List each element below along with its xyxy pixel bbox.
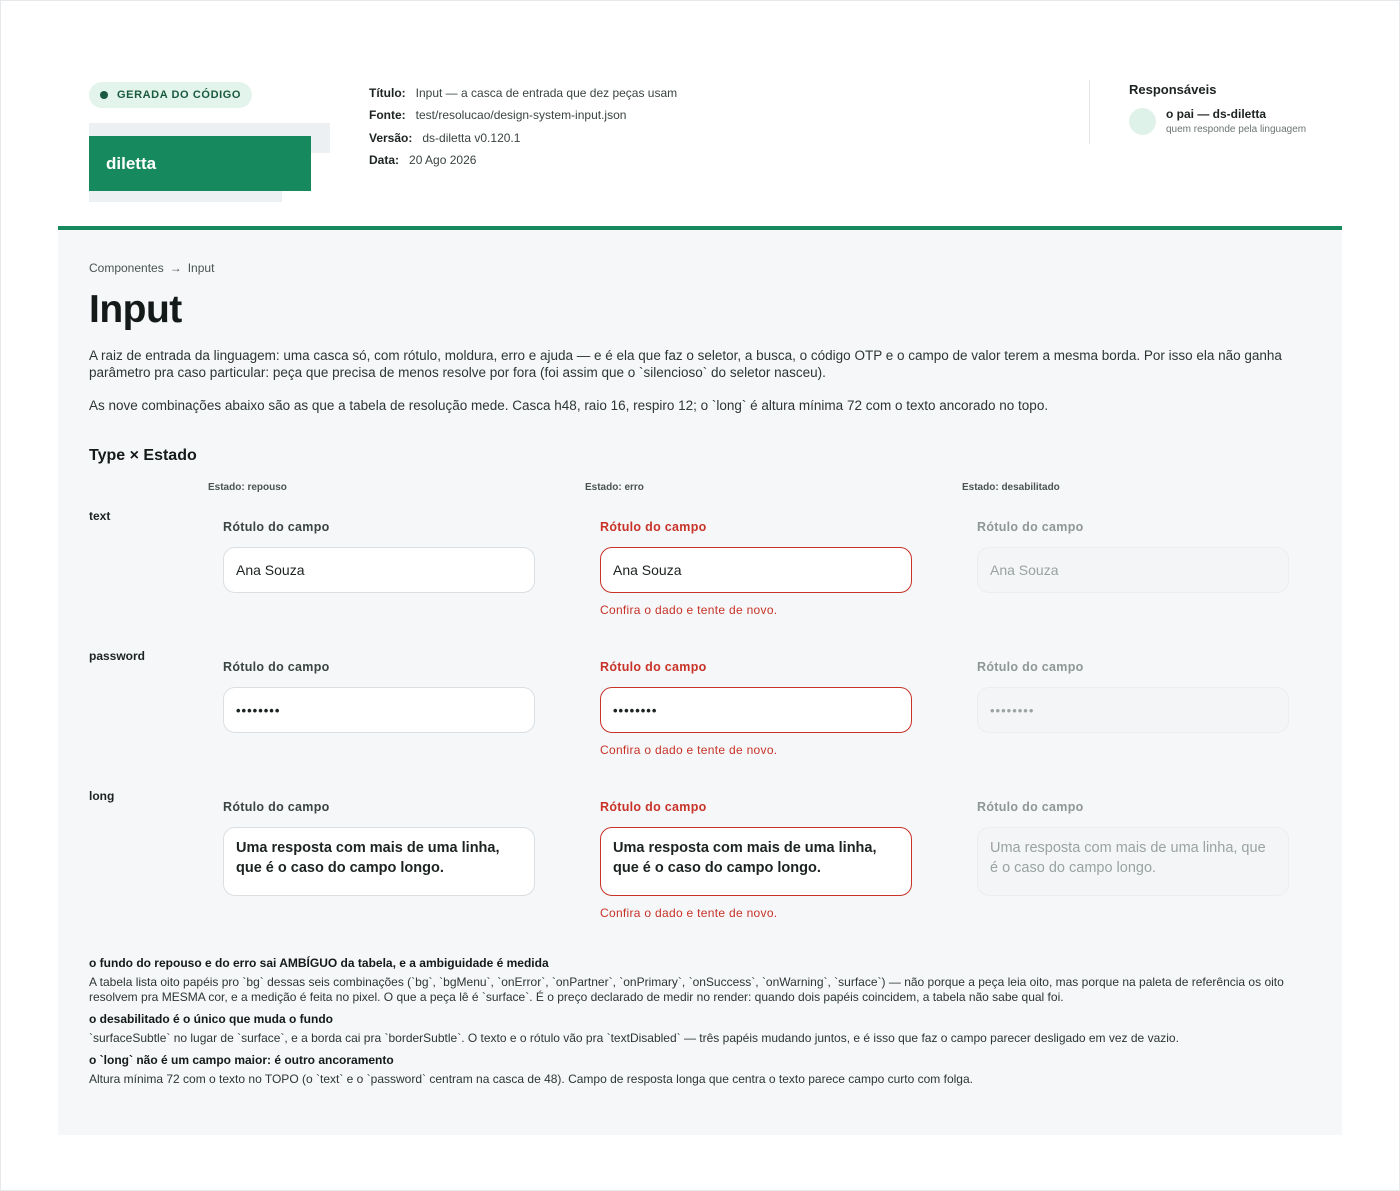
row-header-text: text bbox=[89, 509, 111, 523]
status-dot-icon bbox=[100, 91, 108, 99]
owner-name: o pai — ds-diletta bbox=[1166, 107, 1267, 121]
owners-title: Responsáveis bbox=[1129, 82, 1217, 97]
meta-row-source bbox=[369, 104, 677, 126]
error-message: Confira o dado e tente de novo. bbox=[600, 603, 778, 617]
password-input[interactable]: •••••••• bbox=[223, 687, 535, 733]
owners-block bbox=[1129, 82, 1306, 135]
doc-header bbox=[58, 0, 1342, 226]
intro-paragraph-2: As nove combinações abaixo são as que a tabela de resolução mede. Casca h48, raio 16, respiro 12; o `long` é altura mínima 72 com o texto ancorado no topo. bbox=[89, 398, 1049, 413]
password-input-disabled: •••••••• bbox=[977, 687, 1289, 733]
generated-badge bbox=[89, 82, 252, 108]
field-label: Rótulo do campo bbox=[977, 800, 1084, 814]
meta-key: Data: bbox=[369, 153, 400, 168]
input-password-erro bbox=[600, 660, 912, 757]
note-body: Altura mínima 72 com o texto no TOPO (o `text` e o `password` centram na casca de 48). Campo de resposta longa que centra o texto parece campo curto com folga. bbox=[89, 1072, 973, 1086]
field-label: Rótulo do campo bbox=[977, 520, 1084, 534]
page-title: Input bbox=[89, 288, 182, 331]
field-label: Rótulo do campo bbox=[223, 660, 330, 674]
content-panel bbox=[58, 230, 1342, 1135]
column-header-desabilitado: Estado: desabilitado bbox=[962, 482, 1060, 493]
note-title: o `long` não é um campo maior: é outro ancoramento bbox=[89, 1053, 394, 1067]
input-long-erro bbox=[600, 800, 912, 920]
note-title: o fundo do repouso e do erro sai AMBÍGUO da tabela, e a ambiguidade é medida bbox=[89, 956, 549, 970]
note-body: A tabela lista oito papéis pro `bg` dessas seis combinações (`bg`, `bgMenu`, `onError`, `onPartner`, `onPrimary`, `onSuccess`, `onWarning`, `surface`) — não porque a peça leia oito, mas porque na paleta de referência os oito resolvem pra MESMA cor, e a medição é feita no pixel. O que a peça lê é `surface`. É o preço declarado de medir no render: quando dois papéis coincidem, a tabela não sabe qual foi. bbox=[89, 975, 1284, 1004]
doc-meta bbox=[369, 82, 677, 171]
header-divider bbox=[1089, 80, 1090, 144]
brand-logo bbox=[89, 136, 311, 191]
meta-row-date bbox=[369, 149, 677, 171]
breadcrumb bbox=[89, 261, 214, 275]
owner-item bbox=[1129, 107, 1306, 135]
owner-role: quem responde pela linguagem bbox=[1166, 124, 1307, 135]
meta-row-title bbox=[369, 82, 677, 104]
badge-label: GERADA DO CÓDIGO bbox=[117, 89, 242, 101]
meta-value: Input — a casca de entrada que dez peças usam bbox=[415, 86, 678, 101]
input-text-erro bbox=[600, 520, 912, 617]
meta-row-version bbox=[369, 127, 677, 149]
row-header-long: long bbox=[89, 789, 115, 803]
field-label: Rótulo do campo bbox=[600, 800, 707, 814]
notes-section bbox=[89, 956, 1319, 1094]
row-header-password: password bbox=[89, 649, 146, 663]
long-text-input[interactable]: Uma resposta com mais de uma linha, que é o caso do campo longo. bbox=[223, 827, 535, 896]
matrix-title: Type × Estado bbox=[89, 447, 197, 464]
error-message: Confira o dado e tente de novo. bbox=[600, 906, 778, 920]
note-title: o desabilitado é o único que muda o fundo bbox=[89, 1012, 334, 1026]
meta-key: Versão: bbox=[369, 130, 413, 145]
field-label: Rótulo do campo bbox=[977, 660, 1084, 674]
logo-text: diletta bbox=[106, 153, 157, 173]
breadcrumb-current: Input bbox=[187, 261, 215, 275]
avatar bbox=[1129, 108, 1156, 135]
arrow-right-icon: → bbox=[169, 261, 182, 275]
long-text-input[interactable]: Uma resposta com mais de uma linha, que é o caso do campo longo. bbox=[600, 827, 912, 896]
meta-key: Fonte: bbox=[369, 108, 406, 123]
note-body: `surfaceSubtle` no lugar de `surface`, e a borda cai pra `borderSubtle`. O texto e o rótulo vão pra `textDisabled` — três papéis mudando juntos, e é isso que faz o campo parecer desligado em vez de vazio. bbox=[89, 1031, 1179, 1045]
field-label: Rótulo do campo bbox=[600, 660, 707, 674]
password-input[interactable]: •••••••• bbox=[600, 687, 912, 733]
text-input[interactable]: Ana Souza bbox=[600, 547, 912, 593]
field-label: Rótulo do campo bbox=[600, 520, 707, 534]
field-label: Rótulo do campo bbox=[223, 520, 330, 534]
intro-paragraph: A raiz de entrada da linguagem: uma casca só, com rótulo, moldura, erro e ajuda — e é ela que faz o seletor, a busca, o código OTP e o campo de valor terem a mesma borda. Por isso ela não ganha parâmetro pra caso particular: peça que precisa de menos resolve por fora (foi assim que o `silencioso` do seletor nasceu). bbox=[89, 348, 1282, 380]
column-header-repouso: Estado: repouso bbox=[208, 482, 287, 493]
column-header-erro: Estado: erro bbox=[585, 482, 644, 493]
meta-key: Título: bbox=[369, 86, 406, 101]
input-long-repouso bbox=[223, 800, 535, 896]
input-text-repouso bbox=[223, 520, 535, 593]
meta-value: ds-diletta v0.120.1 bbox=[422, 130, 521, 145]
text-input-disabled: Ana Souza bbox=[977, 547, 1289, 593]
input-password-repouso bbox=[223, 660, 535, 733]
input-password-desabilitado bbox=[977, 660, 1289, 733]
text-input[interactable]: Ana Souza bbox=[223, 547, 535, 593]
breadcrumb-link-componentes[interactable]: Componentes bbox=[89, 261, 164, 275]
input-long-desabilitado bbox=[977, 800, 1289, 896]
error-message: Confira o dado e tente de novo. bbox=[600, 743, 778, 757]
long-text-input-disabled: Uma resposta com mais de uma linha, que é o caso do campo longo. bbox=[977, 827, 1289, 896]
meta-value: test/resolucao/design-system-input.json bbox=[415, 108, 627, 123]
field-label: Rótulo do campo bbox=[223, 800, 330, 814]
input-text-desabilitado bbox=[977, 520, 1289, 593]
meta-value: 20 Ago 2026 bbox=[409, 153, 477, 168]
